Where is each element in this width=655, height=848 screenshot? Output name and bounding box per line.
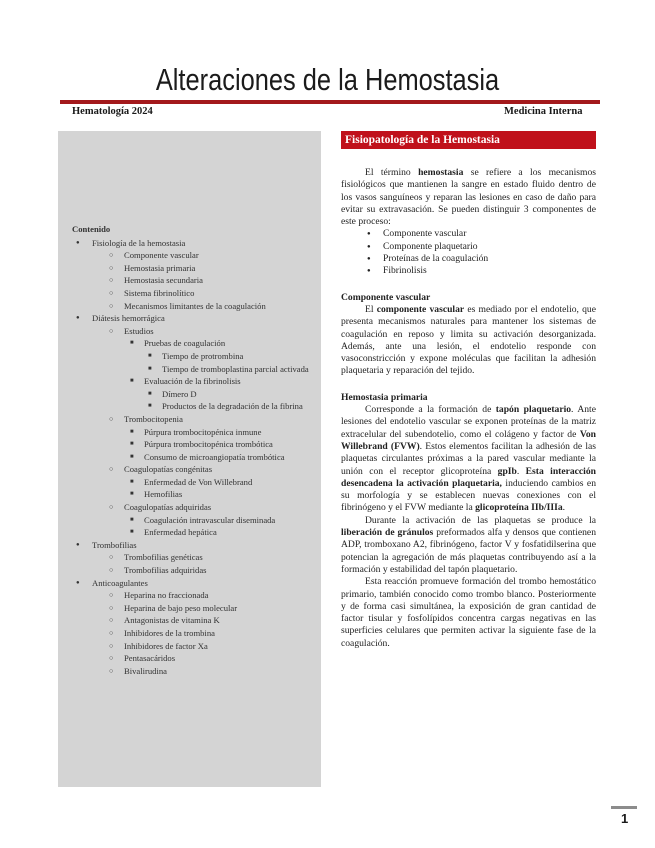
toc-item[interactable]: ○ Coagulopatías adquiridas [72,501,312,514]
toc-item[interactable]: ○ Pentasacáridos [72,652,312,665]
toc-item[interactable]: ● Anticoagulantes [72,577,312,590]
toc-item[interactable]: ○ Mecanismos limitantes de la coagulación [72,300,312,313]
toc-item[interactable]: ○ Trombofilias genéticas [72,551,312,564]
toc-item[interactable]: ○ Componente vascular [72,249,312,262]
header-right: Medicina Interna [504,106,583,117]
toc-item[interactable]: ○ Inhibidores de factor Xa [72,640,312,653]
toc-item[interactable]: ■ Tiempo de protrombina [72,350,312,363]
toc-item[interactable]: ○ Hemostasia primaria [72,262,312,275]
toc-item[interactable]: ■ Enfermedad de Von Willebrand [72,476,312,489]
document-title: Alteraciones de la Hemostasia [155,62,500,97]
primary-heading: Hemostasia primaria [341,391,428,403]
title-rule [60,100,600,104]
primary-paragraph-2: Durante la activación de las plaquetas se produce la liberación de gránulos preformados alfa y densos que contienen ADP, tromboxano A2, fibrinógeno, factor V y fosfatidilserina que potencian la agregación de más plaquetas contribuyendo así a la formación y estabilidad del tapón plaquetario. [341,514,596,575]
intro-paragraph: El término hemostasia se refiere a los mecanismos fisiológicos que mantienen la sangre en estado fluido dentro de los vasos sanguíneos y reparan las lesiones en caso de daño para evitar su extravasación. Se pueden distinguir 3 componentes de este proceso: [341,167,596,228]
section-title: Fisiopatología de la Hemostasia [341,131,596,149]
toc-item[interactable]: ○ Hemostasia secundaria [72,274,312,287]
components-list [341,228,596,277]
toc-item[interactable]: ○ Inhibidores de la trombina [72,627,312,640]
toc-item[interactable]: ● Trombofilias [72,539,312,552]
toc-item[interactable]: ■ Consumo de microangiopatía trombótica [72,451,312,464]
toc-item[interactable]: ○ Sistema fibrinolítico [72,287,312,300]
header-left: Hematología 2024 [72,106,153,117]
toc-item[interactable]: ■ Pruebas de coagulación [72,337,312,350]
component-item: ● Componente vascular [341,228,596,240]
table-of-contents [58,131,321,787]
toc-item[interactable]: ■ Enfermedad hepática [72,526,312,539]
primary-paragraph-3: Esta reacción promueve formación del trombo hemostático primario, también conocido como trombo blanco. Posteriormente y de forma casi simultánea, la exposición de gran cantidad de factor tisular y fosfolípidos concentra cargas negativas en las superficies celulares que permiten activar la siguiente fase de la coagulación. [341,576,596,649]
toc-item[interactable]: ● Fisiología de la hemostasia [72,237,312,250]
toc-item[interactable]: ■ Coagulación intravascular diseminada [72,514,312,527]
toc-item[interactable]: ○ Antagonistas de vitamina K [72,614,312,627]
toc-list [72,237,312,678]
toc-item[interactable]: ■ Hemofilias [72,488,312,501]
page-number: 1 [621,811,629,826]
toc-item[interactable]: ○ Estudios [72,325,312,338]
component-item: ● Fibrinolisis [341,265,596,277]
primary-paragraph-1: Corresponde a la formación de tapón plaquetario. Ante lesiones del endotelio vascular se exponen proteínas de la matriz extracelular del subendotelio, como el colágeno y factor de Von Willebrand (FVW). Estos elementos facilitan la adhesión de las plaquetas circulantes próximas a la pared vascular mediante la unión con el receptor glicoproteína gpIb. Esta interacción desencadena la activación plaquetaria, induciendo cambios en su morfología y se establecen nuevas conexiones con el fibrinógeno y el FVW mediante la glicoproteína IIb/IIIa. [341,404,596,514]
main-content [341,131,596,650]
toc-item[interactable]: ○ Heparina de bajo peso molecular [72,602,312,615]
toc-item[interactable]: ○ Trombocitopenia [72,413,312,426]
toc-item[interactable]: ■ Púrpura trombocitopénica inmune [72,426,312,439]
toc-item[interactable]: ■ Tiempo de tromboplastina parcial activada [72,363,312,376]
toc-item[interactable]: ○ Coagulopatías congénitas [72,463,312,476]
vascular-heading: Componente vascular [341,291,431,303]
toc-item[interactable]: ■ Productos de la degradación de la fibrina [72,400,312,413]
vascular-paragraph: El componente vascular es mediado por el endotelio, que presenta mecanismos naturales para mantener los sistemas de coagulación en reposo y limita su activación desorganizada. Además, ante una lesión, el endotelio responde con vasoconstricción y expone moléculas que facilitan la adhesión plaquetaria y reparación del tejido. [341,303,596,377]
toc-item[interactable]: ○ Trombofilias adquiridas [72,564,312,577]
toc-item[interactable]: ● Diátesis hemorrágica [72,312,312,325]
component-item: ● Proteínas de la coagulación [341,253,596,265]
component-item: ● Componente plaquetario [341,241,596,253]
page-number-rule [611,806,637,809]
toc-item[interactable]: ○ Heparina no fraccionada [72,589,312,602]
toc-item[interactable]: ■ Púrpura trombocitopénica trombótica [72,438,312,451]
toc-title: Contenido [72,224,111,234]
toc-item[interactable]: ○ Bivalirudina [72,665,312,678]
toc-item[interactable]: ■ Evaluación de la fibrinolisis [72,375,312,388]
toc-item[interactable]: ■ Dímero D [72,388,312,401]
